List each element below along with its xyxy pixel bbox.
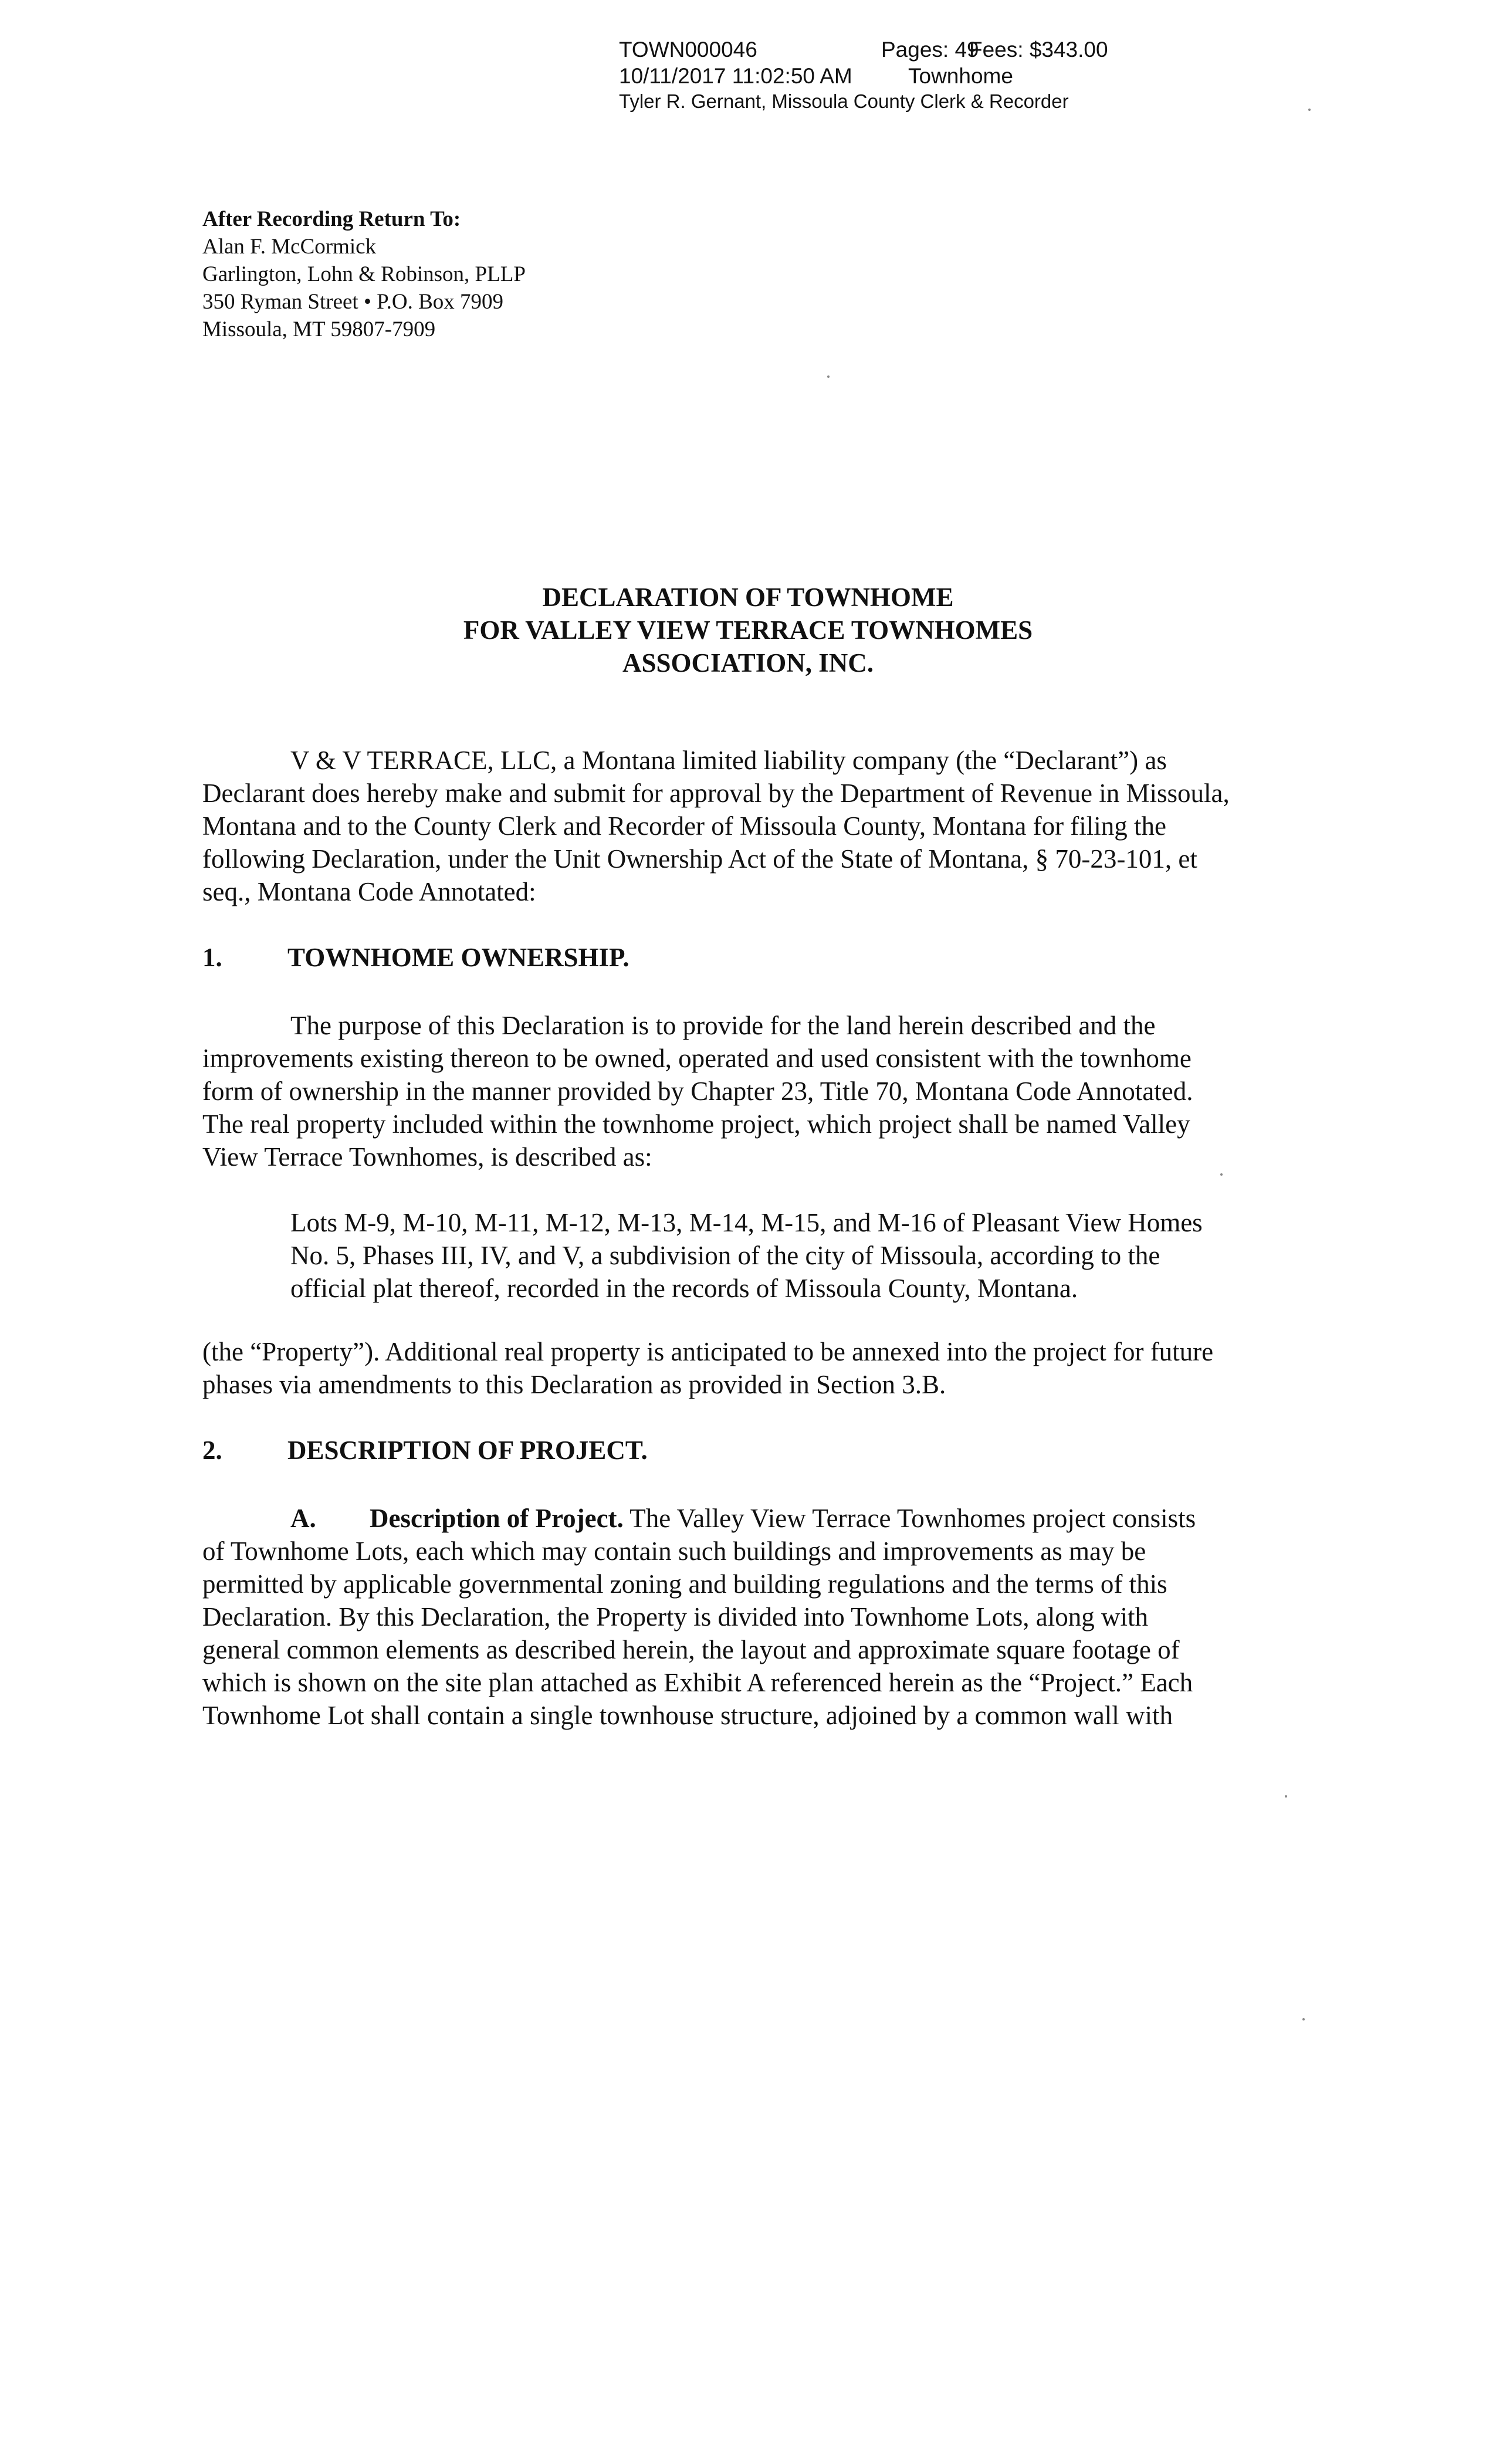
text-line: general common elements as described herein, the layout and approximate square footage of: [202, 1635, 1180, 1664]
page-count: Pages: 49: [881, 38, 979, 62]
text-line: of Townhome Lots, each which may contain such buildings and improvements as may be: [202, 1536, 1146, 1566]
return-line: Garlington, Lohn & Robinson, PLLP: [202, 262, 526, 286]
scan-speck: [1302, 2018, 1305, 2020]
legal-description: [202, 1206, 1276, 1305]
return-line: Missoula, MT 59807-7909: [202, 317, 436, 341]
property-definition-paragraph: [202, 1335, 1276, 1401]
text-line: Declarant does hereby make and submit for approval by the Department of Revenue in Missoula,: [202, 779, 1230, 808]
section-number: 2.: [202, 1436, 222, 1465]
text-line: official plat thereof, recorded in the records of Missoula County, Montana.: [290, 1274, 1078, 1303]
section-2a-paragraph: [202, 1502, 1276, 1732]
text-line: Townhome Lot shall contain a single townhouse structure, adjoined by a common wall with: [202, 1701, 1173, 1730]
title-line: DECLARATION OF TOWNHOME: [542, 583, 954, 612]
title-line: FOR VALLEY VIEW TERRACE TOWNHOMES: [463, 615, 1033, 645]
text-line: The real property included within the townhome project, which project shall be named Valley: [202, 1109, 1190, 1139]
text-line: permitted by applicable governmental zoning and building regulations and the terms of this: [202, 1569, 1167, 1599]
document-id: TOWN000046: [619, 38, 757, 62]
stamp-row-1: [619, 36, 1206, 63]
document-title: [0, 581, 1496, 679]
intro-paragraph: [202, 744, 1276, 908]
subsection-first-line: The Valley View Terrace Townhomes project consists: [623, 1504, 1196, 1533]
stamp-row-3: [619, 89, 1206, 114]
text-line: The purpose of this Declaration is to provide for the land herein described and the: [290, 1011, 1156, 1040]
return-line: Alan F. McCormick: [202, 235, 377, 259]
section-title: TOWNHOME OWNERSHIP.: [287, 943, 629, 972]
scan-speck: [1285, 1795, 1287, 1798]
scan-speck: [1308, 109, 1311, 111]
text-line: seq., Montana Code Annotated:: [202, 877, 536, 906]
text-line: Lots M-9, M-10, M-11, M-12, M-13, M-14, M-15, and M-16 of Pleasant View Homes: [290, 1208, 1203, 1237]
recording-fees: Fees: $343.00: [969, 38, 1108, 62]
return-heading: After Recording Return To:: [202, 207, 461, 231]
text-line: phases via amendments to this Declaration as provided in Section 3.B.: [202, 1370, 946, 1399]
section-number: 1.: [202, 943, 222, 972]
recorder-name: Tyler R. Gernant, Missoula County Clerk & Recorder: [619, 90, 1069, 112]
scan-speck: [1220, 1173, 1223, 1176]
stamp-row-2: [619, 63, 1206, 89]
subsection-label: A.: [290, 1504, 316, 1533]
section-1-paragraph: [202, 1009, 1276, 1173]
text-line: Montana and to the County Clerk and Recorder of Missoula County, Montana for filing the: [202, 811, 1167, 841]
text-line: V & V TERRACE, LLC, a Montana limited liability company (the “Declarant”) as: [290, 746, 1167, 775]
recording-stamp: [619, 36, 1206, 114]
title-line: ASSOCIATION, INC.: [622, 648, 874, 678]
text-line: following Declaration, under the Unit Ownership Act of the State of Montana, § 70-23-101, et: [202, 844, 1197, 874]
text-line: View Terrace Townhomes, is described as:: [202, 1142, 652, 1172]
section-2-heading: [202, 1434, 1276, 1467]
text-line: which is shown on the site plan attached as Exhibit A referenced herein as the “Project.” Each: [202, 1668, 1193, 1697]
section-title: DESCRIPTION OF PROJECT.: [287, 1436, 648, 1465]
return-line: 350 Ryman Street • P.O. Box 7909: [202, 290, 504, 314]
text-line: No. 5, Phases III, IV, and V, a subdivision of the city of Missoula, according to the: [290, 1241, 1160, 1270]
subsection-title: Description of Project.: [370, 1504, 624, 1533]
text-line: [202, 1502, 1276, 1535]
document-body: [202, 744, 1276, 1732]
recording-datetime: 10/11/2017 11:02:50 AM: [619, 64, 852, 88]
text-line: improvements existing thereon to be owned, operated and used consistent with the townhome: [202, 1044, 1192, 1073]
text-line: form of ownership in the manner provided by Chapter 23, Title 70, Montana Code Annotated.: [202, 1077, 1193, 1106]
document-type: Townhome: [908, 64, 1013, 88]
scan-speck: [827, 375, 830, 378]
text-line: (the “Property”). Additional real property is anticipated to be annexed into the project for future: [202, 1337, 1214, 1366]
text-line: Declaration. By this Declaration, the Property is divided into Townhome Lots, along with: [202, 1602, 1148, 1632]
return-address-block: [202, 205, 526, 343]
section-1-heading: [202, 941, 1276, 974]
